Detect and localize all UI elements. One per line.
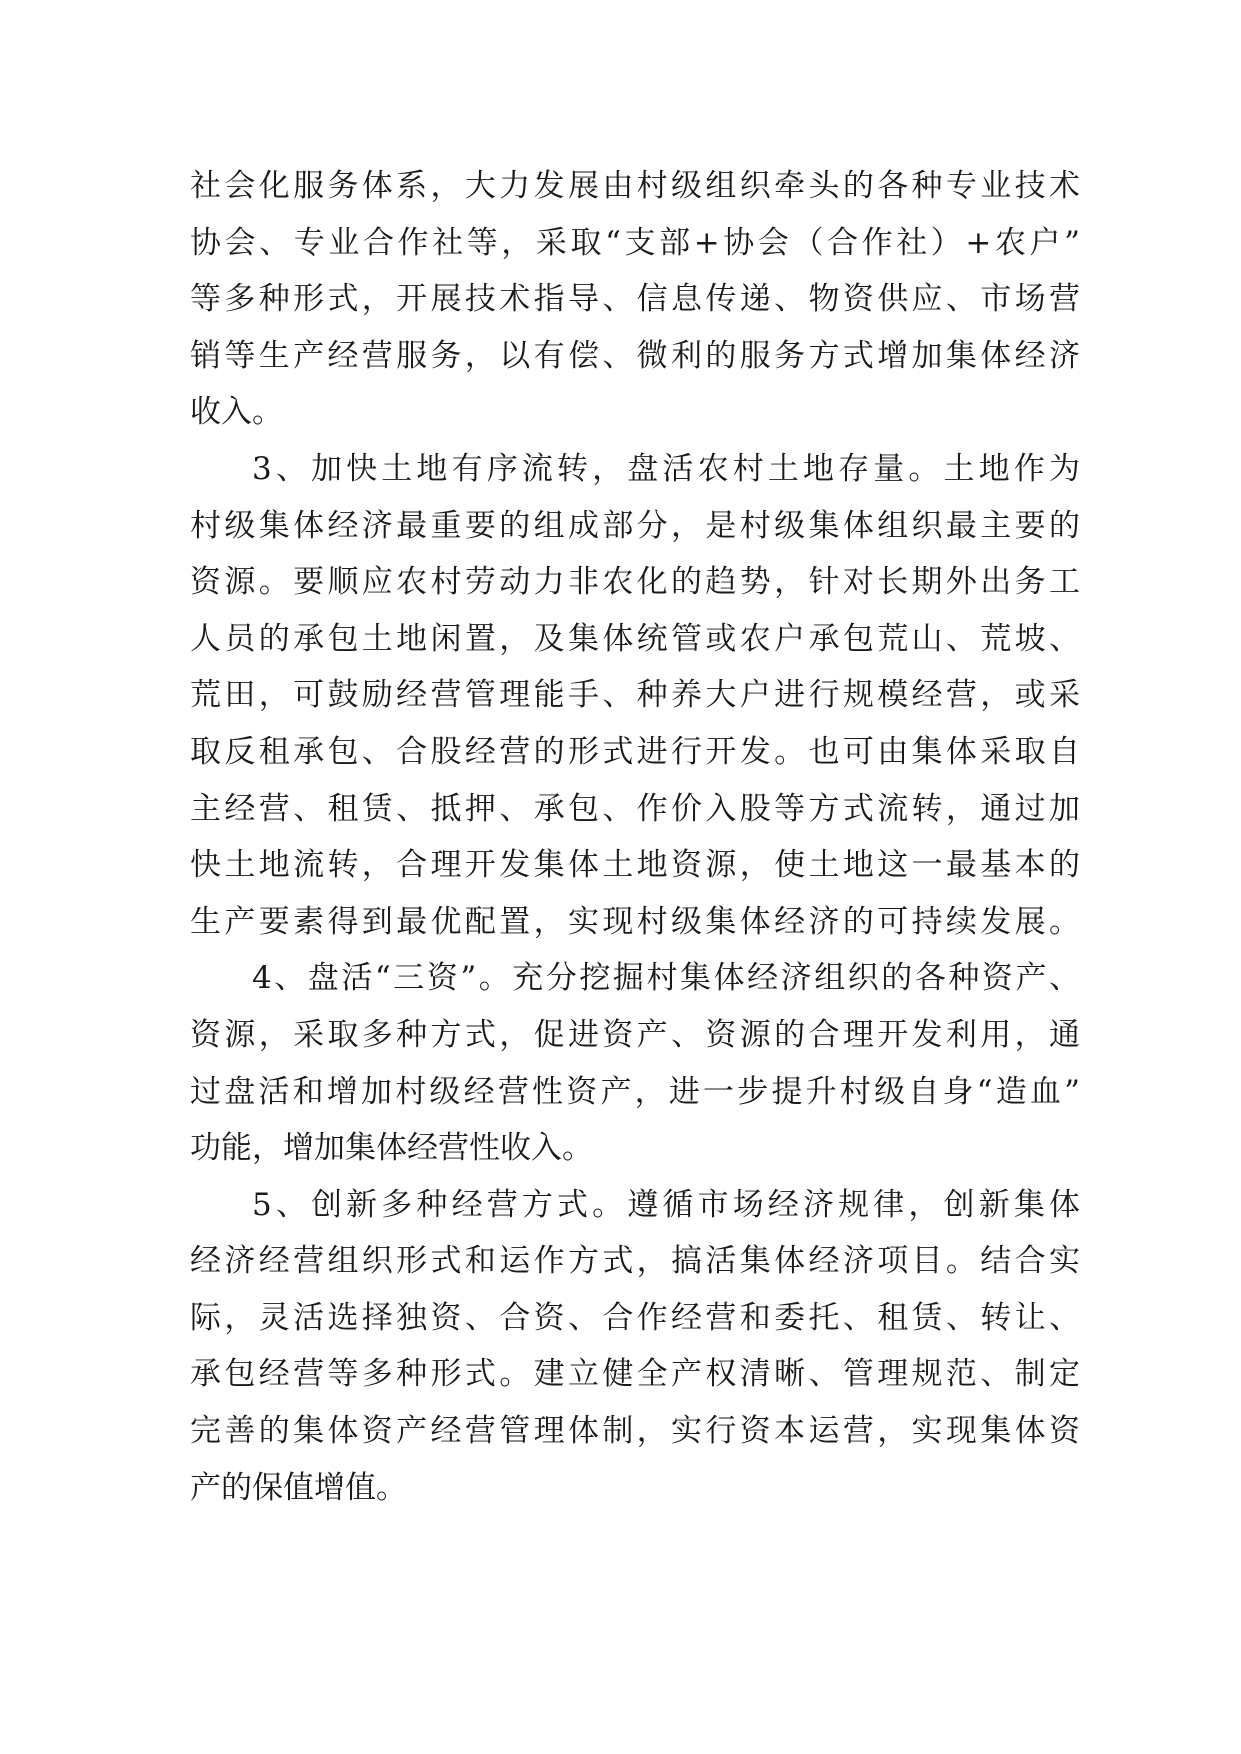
text-line: 功能，增加集体经营性收入。 (190, 1130, 593, 1167)
text-line: 取反租承包、合股经营的形式进行开发。也可由集体采取自 (190, 733, 1080, 770)
text-line: 过盘活和增加村级经营性资产，进一步提升村级自身“造血” (190, 1073, 1080, 1110)
text-line: 承包经营等多种形式。建立健全产权清晰、管理规范、制定 (190, 1356, 1080, 1393)
text-line: 5、创新多种经营方式。遵循市场经济规律，创新集体 (252, 1186, 1080, 1223)
paragraph-three-assets (190, 950, 1080, 1176)
text-line: 完善的集体资产经营管理体制，实行资本运营，实现集体资 (190, 1413, 1080, 1450)
text-line: 资源。要顺应农村劳动力非农化的趋势，针对长期外出务工 (190, 564, 1080, 601)
text-line: 4、盘活“三资”。充分挖掘村集体经济组织的各种资产、 (252, 960, 1080, 997)
text-line: 主经营、租赁、抵押、承包、作价入股等方式流转，通过加 (190, 790, 1080, 827)
text-line: 协会、专业合作社等，采取“支部+协会（合作社）+农户” (190, 224, 1080, 261)
text-line: 经济经营组织形式和运作方式，搞活集体经济项目。结合实 (190, 1243, 1080, 1280)
text-line: 等多种形式，开展技术指导、信息传递、物资供应、市场营 (190, 281, 1080, 318)
text-line: 际，灵活选择独资、合资、合作经营和委托、租赁、转让、 (190, 1299, 1080, 1336)
text-line: 收入。 (190, 394, 283, 431)
text-line: 3、加快土地有序流转，盘活农村土地存量。土地作为 (252, 450, 1080, 487)
text-line: 生产要素得到最优配置，实现村级集体经济的可持续发展。 (190, 903, 1080, 940)
text-line: 人员的承包土地闲置，及集体统管或农户承包荒山、荒坡、 (190, 620, 1080, 657)
text-line: 村级集体经济最重要的组成部分，是村级集体组织最主要的 (190, 507, 1080, 544)
paragraph-service-system (190, 158, 1080, 441)
paragraph-land-transfer (190, 441, 1080, 950)
text-line: 快土地流转，合理开发集体土地资源，使土地这一最基本的 (190, 847, 1080, 884)
text-line: 资源，采取多种方式，促进资产、资源的合理开发利用，通 (190, 1016, 1080, 1053)
text-line: 荒田，可鼓励经营管理能手、种养大户进行规模经营，或采 (190, 677, 1080, 714)
text-line: 销等生产经营服务，以有偿、微利的服务方式增加集体经济 (190, 337, 1080, 374)
document-body (190, 158, 1080, 1516)
text-line: 社会化服务体系，大力发展由村级组织牵头的各种专业技术 (190, 168, 1080, 204)
paragraph-business-methods (190, 1177, 1080, 1517)
text-line: 产的保值增值。 (190, 1469, 407, 1506)
